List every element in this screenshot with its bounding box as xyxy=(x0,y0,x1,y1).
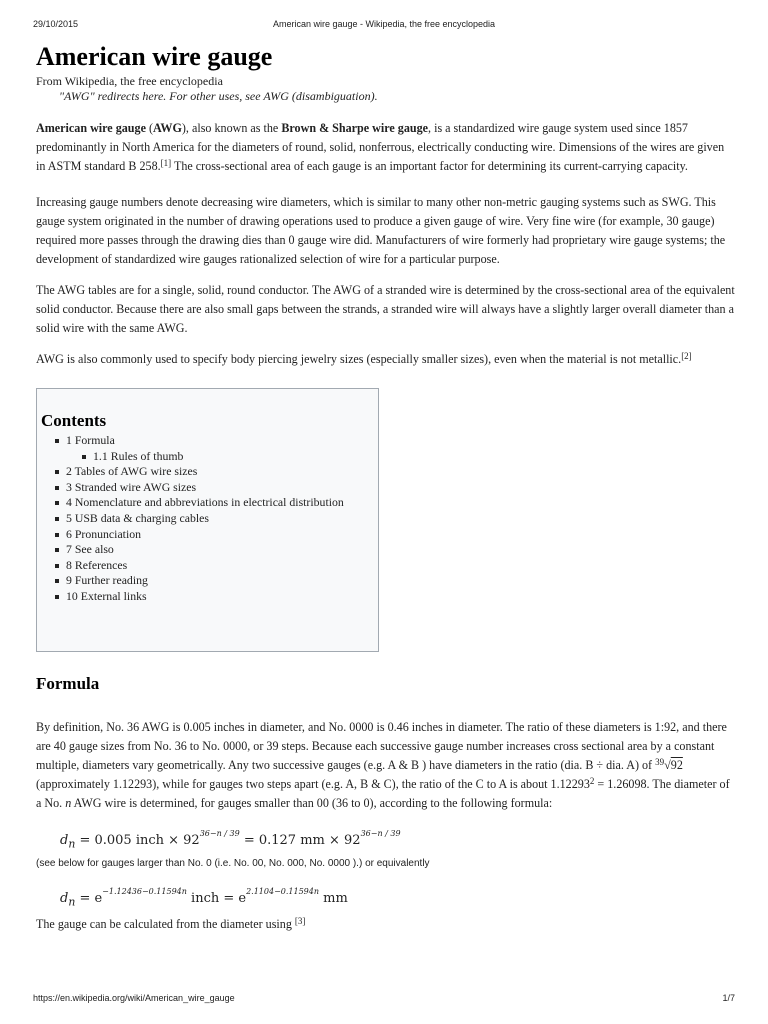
reference-link[interactable]: [2] xyxy=(681,351,692,361)
eq-exponent: 36−n / 39 xyxy=(199,829,240,838)
toc-item[interactable]: 1.1 Rules of thumb xyxy=(41,449,374,465)
intro-paragraph xyxy=(36,119,736,176)
eq-subscript: n xyxy=(68,895,76,909)
article-content xyxy=(36,40,736,934)
root-index: 39 xyxy=(655,757,665,767)
article-title: American wire gauge xyxy=(36,42,273,71)
gauge-calc-paragraph xyxy=(36,915,736,934)
toc-item[interactable]: 7 See also xyxy=(41,542,374,558)
intro-term: American wire gauge xyxy=(36,121,146,135)
table-of-contents xyxy=(36,388,379,652)
eq-exponent: 36−n / 39 xyxy=(360,829,401,838)
piercing-text: AWG is also commonly used to specify body piercing jewelry sizes (especially smaller sizes), even when the material is not metallic. xyxy=(36,352,682,366)
toc-item[interactable]: 3 Stranded wire AWG sizes xyxy=(41,480,374,496)
variable-n: n xyxy=(65,796,72,810)
eq-exponent: 2.1104−0.11594n xyxy=(246,887,320,896)
formula-text: = 1.26098. The diameter of a No. xyxy=(36,777,730,810)
formula-paragraph xyxy=(36,718,736,813)
eq-term: = 0.127 mm × 92 xyxy=(239,833,361,848)
reference-link[interactable]: [1] xyxy=(160,158,172,168)
toc-item[interactable]: 6 Pronunciation xyxy=(41,527,374,543)
print-page-title: American wire gauge - Wikipedia, the free encyclopedia xyxy=(272,19,496,29)
print-url[interactable]: https://en.wikipedia.org/wiki/American_wire_gauge xyxy=(33,993,235,1003)
gauge-calc-text: The gauge can be calculated from the diameter using xyxy=(36,917,292,931)
intro-text: ( xyxy=(145,121,153,135)
toc-item[interactable]: 10 External links xyxy=(41,589,374,605)
reference-link[interactable]: [3] xyxy=(294,916,306,926)
eq-term: inch = e xyxy=(186,891,247,906)
eq-symbol: d xyxy=(60,891,69,906)
eq-term: = 0.005 inch × 92 xyxy=(75,833,200,848)
exponent: 2 xyxy=(589,776,595,786)
toc-item[interactable]: 8 References xyxy=(41,558,374,574)
eq-term: = e xyxy=(75,891,103,906)
eq-subscript: n xyxy=(68,837,76,851)
eq-symbol: d xyxy=(60,833,69,848)
formula-text: AWG wire is determined, for gauges smaller than 00 (36 to 0), according to the following formula: xyxy=(71,796,553,810)
formula-note: (see below for gauges larger than No. 0 (i.e. No. 00, No. 000, No. 0000 ).) or equivalently xyxy=(36,858,430,869)
piercing-paragraph xyxy=(36,350,736,369)
site-subtitle: From Wikipedia, the free encyclopedia xyxy=(36,74,223,88)
toc-title: Contents xyxy=(41,411,107,430)
stranded-paragraph: The AWG tables are for a single, solid, round conductor. The AWG of a stranded wire is determined by the cross-sectional area of the equivalent solid conductor. Because there are also small gaps between the strands, a stranded wire will always have a slightly larger overall diameter than a solid wire with the same AWG. xyxy=(36,283,735,335)
toc-item[interactable]: 1 Formula xyxy=(41,433,374,449)
section-heading-formula: Formula xyxy=(36,674,100,693)
print-footer xyxy=(33,993,735,1005)
diameter-equation xyxy=(60,817,736,851)
formula-text: (approximately 1.12293), while for gauges two steps apart (e.g. A, B & C), the ratio of the C to A is about 1.12293 xyxy=(36,777,590,791)
formula-text: By definition, No. 36 AWG is 0.005 inches in diameter, and No. 0000 is 0.46 inches in diameter. The ratio of these diameters is 1:92, and there are 40 gauge sizes from No. 36 to No. 0000, or 39 steps. Because each successive gauge number increases cross sectional area by a constant multiple, diameters vary geometrically. Any two successive gauges (e.g. A & B ) have diameters in the ratio (dia. B ÷ dia. A) of xyxy=(36,720,727,772)
intro-alt-name: Brown & Sharpe wire gauge xyxy=(281,121,429,135)
toc-list xyxy=(41,433,374,605)
print-page-number: 1/7 xyxy=(722,993,735,1003)
toc-item[interactable]: 4 Nomenclature and abbreviations in electrical distribution xyxy=(41,495,374,511)
toc-item[interactable]: 5 USB data & charging cables xyxy=(41,511,374,527)
intro-text: , is a standardized wire gauge system used since 1857 predominantly in North America for the diameters of round, solid, nonferrous, electrically conducting wire. Dimensions of the wires are given in ASTM standard B 258. xyxy=(36,121,725,173)
toc-item[interactable]: 2 Tables of AWG wire sizes xyxy=(41,464,374,480)
intro-text: The cross-sectional area of each gauge is an important factor for determining its current-carrying capacity. xyxy=(171,159,688,173)
toc-item[interactable]: 9 Further reading xyxy=(41,573,374,589)
intro-text: ), also known as the xyxy=(181,121,282,135)
exponential-equation xyxy=(60,875,736,909)
eq-unit: mm xyxy=(319,891,348,906)
eq-exponent: −1.12436−0.11594n xyxy=(102,887,187,896)
gauge-numbers-paragraph: Increasing gauge numbers denote decreasing wire diameters, which is similar to many other non-metric gauging systems such as SWG. This gauge system originated in the number of drawing operations used to produce a given gauge of wire. Very fine wire (for example, 30 gauge) required more passes through the drawing dies than 0 gauge wire did. Manufacturers of wire formerly had proprietary wire gauge systems; the development of standardized wire gauges rationalized selection of wire for a particular purpose. xyxy=(36,195,726,266)
intro-abbr: AWG xyxy=(153,121,182,135)
print-header xyxy=(33,19,735,31)
hatnote[interactable]: "AWG" redirects here. For other uses, see AWG (disambiguation). xyxy=(59,89,378,103)
root-radicand: 92 xyxy=(670,758,683,772)
root-sign: √ xyxy=(664,758,671,772)
print-date: 29/10/2015 xyxy=(33,19,79,29)
